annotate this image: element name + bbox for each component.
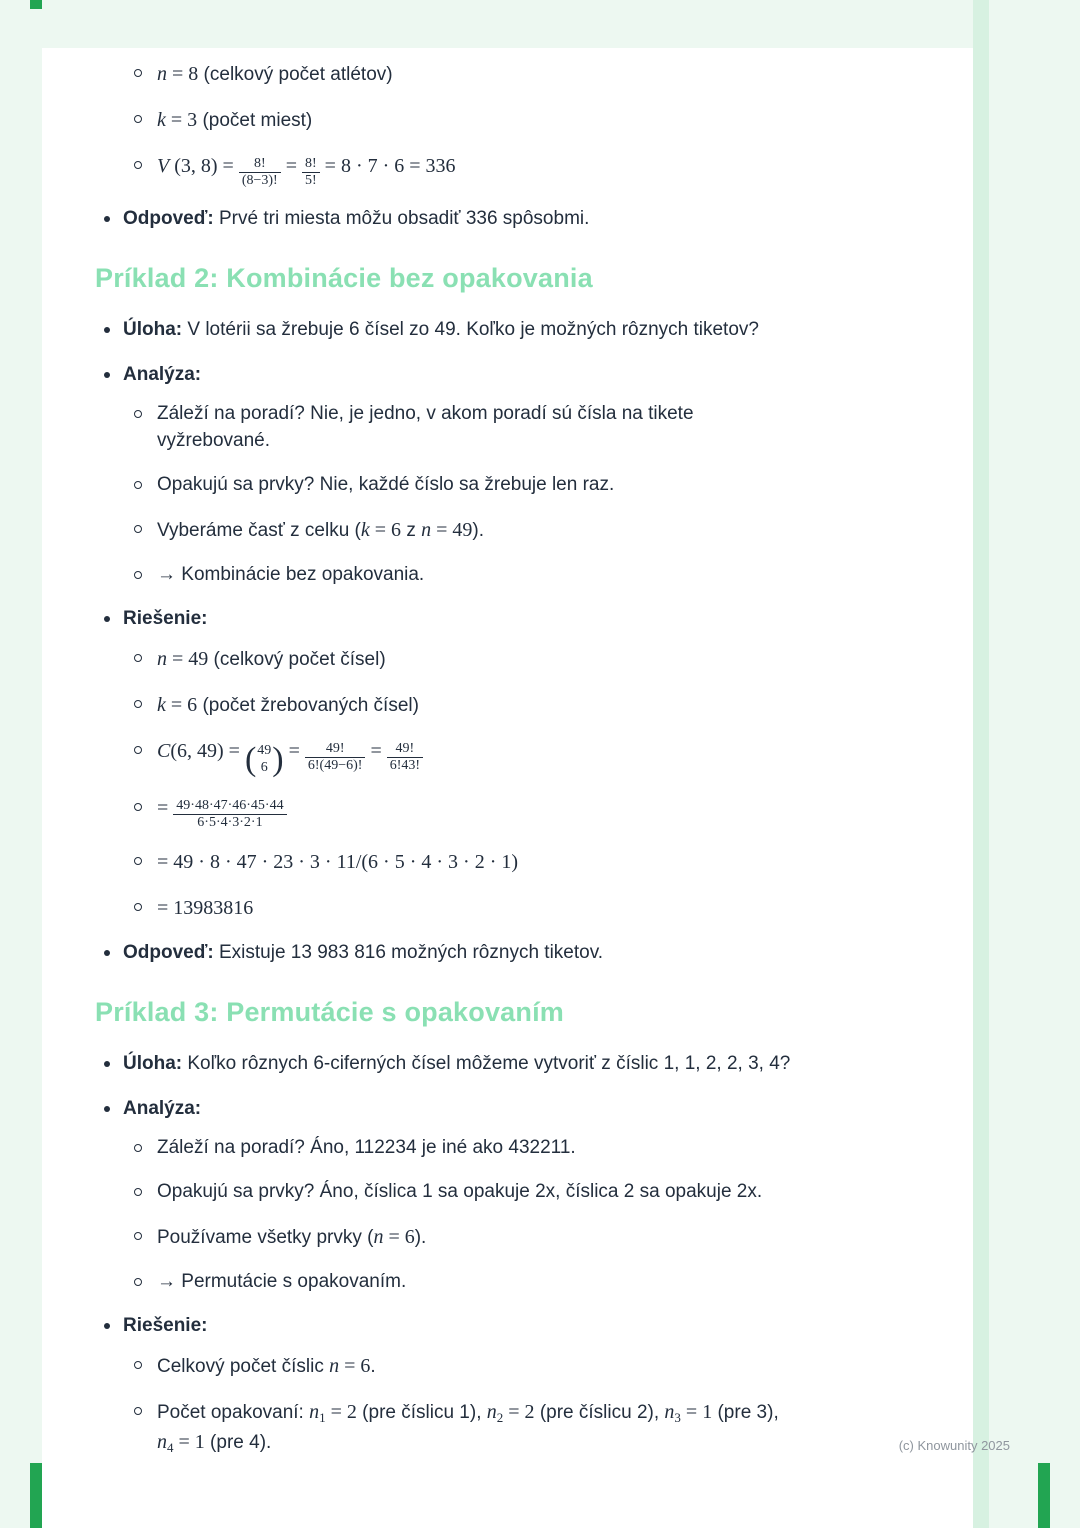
list-item-text bbox=[157, 649, 386, 670]
math-run: = 1 bbox=[680, 1401, 713, 1424]
math-subscript: 2 bbox=[496, 1410, 504, 1426]
math-fraction bbox=[239, 156, 281, 189]
text-run: Opakujú sa prvky? Nie, každé číslo sa žrebuje len raz. bbox=[157, 474, 615, 496]
math-run: = bbox=[283, 740, 305, 763]
math-variable: n bbox=[157, 1430, 167, 1453]
text-run: . bbox=[370, 1356, 376, 1378]
bullet-circle-icon bbox=[134, 700, 142, 708]
bullet-disc-icon bbox=[104, 1106, 110, 1112]
math-variable: k bbox=[157, 108, 166, 131]
page-edge-mark-bottom-right bbox=[1038, 1463, 1050, 1528]
list-item bbox=[95, 206, 953, 233]
text-run: Záleží na poradí? Nie, je jedno, v akom poradí sú čísla na tikete bbox=[157, 403, 694, 425]
bullet-circle-icon bbox=[134, 1232, 142, 1240]
math-run: = 49 bbox=[167, 648, 209, 671]
list-item-text bbox=[123, 319, 759, 340]
bullet-disc-icon bbox=[104, 372, 110, 378]
bullet-circle-icon bbox=[134, 69, 142, 77]
sub-list bbox=[95, 1352, 953, 1457]
fraction-numerator: 49·48·47·46·45·44 bbox=[173, 798, 286, 815]
math-run: = 3 bbox=[165, 108, 198, 131]
bold-label: Analýza: bbox=[123, 364, 202, 386]
math-run: = bbox=[365, 740, 387, 763]
text-run: ). bbox=[472, 520, 485, 542]
sub-list bbox=[95, 1135, 953, 1296]
math-fraction bbox=[305, 741, 366, 774]
right-paren-icon: ) bbox=[272, 741, 284, 779]
list-item-text bbox=[123, 364, 201, 385]
bullet-circle-icon bbox=[134, 410, 142, 418]
math-run: = bbox=[157, 796, 174, 819]
bullet-circle-icon bbox=[134, 481, 142, 489]
list-item-text bbox=[157, 1137, 576, 1158]
text-run: Záleží na poradí? Áno, 112234 je iné ako 432211. bbox=[157, 1137, 576, 1159]
bullet-circle-icon bbox=[134, 1361, 142, 1369]
list-item bbox=[95, 940, 953, 967]
document-page bbox=[42, 48, 973, 1528]
list-item-text bbox=[157, 564, 424, 585]
bullet-disc-icon bbox=[104, 616, 110, 622]
sub-list-item bbox=[95, 106, 953, 135]
list-item-text bbox=[157, 740, 423, 779]
text-run: Existuje 13 983 816 možných rôznych tiketov. bbox=[213, 942, 604, 963]
fraction-numerator: 49! bbox=[305, 741, 366, 758]
sub-list-item bbox=[95, 1269, 953, 1296]
math-variable: C bbox=[157, 740, 171, 763]
bullet-circle-icon bbox=[134, 803, 142, 811]
left-paren-icon: ( bbox=[244, 741, 257, 779]
math-variable: n bbox=[309, 1401, 320, 1424]
math-run: = 49 · 8 · 47 · 23 · 3 · 11/(6 · 5 · 4 · 3 · 2 · 1) bbox=[157, 851, 519, 874]
math-run: = 13983816 bbox=[157, 897, 254, 920]
sub-list bbox=[95, 645, 953, 923]
right-accent-stripe bbox=[973, 0, 989, 1528]
sub-list-item bbox=[95, 691, 953, 720]
math-variable: n bbox=[664, 1401, 675, 1424]
list-item bbox=[95, 606, 953, 633]
bullet-circle-icon bbox=[134, 857, 142, 865]
bold-label: Úloha: bbox=[123, 319, 183, 341]
bullet-disc-icon bbox=[104, 327, 110, 333]
binomial-top: 49 bbox=[257, 743, 272, 759]
sub-list-item bbox=[95, 794, 953, 831]
math-subscript: 4 bbox=[167, 1439, 174, 1455]
list-item-text bbox=[157, 852, 518, 873]
math-run: = 6 bbox=[369, 519, 402, 542]
sub-list-item bbox=[95, 1179, 953, 1206]
page-edge-mark-top-left bbox=[30, 0, 42, 9]
bullet-circle-icon bbox=[134, 1278, 142, 1286]
list-item bbox=[95, 1051, 953, 1078]
text-run: (celkový počet atlétov) bbox=[198, 64, 393, 85]
sub-list-item bbox=[95, 1398, 953, 1457]
fraction-denominator: 5! bbox=[305, 172, 317, 188]
bold-label: Analýza: bbox=[123, 1098, 202, 1120]
math-fraction bbox=[173, 798, 286, 831]
sub-list-item bbox=[95, 516, 953, 545]
text-run: (počet miest) bbox=[197, 109, 313, 131]
text-run: Celkový počet číslic bbox=[157, 1356, 330, 1378]
sub-list-item bbox=[95, 60, 953, 89]
bold-label: Riešenie: bbox=[123, 608, 208, 630]
math-variable: k bbox=[360, 519, 370, 542]
sub-list-item bbox=[95, 645, 953, 674]
sub-list-item bbox=[95, 894, 953, 923]
bullet-circle-icon bbox=[134, 525, 142, 533]
bullet-circle-icon bbox=[134, 746, 142, 754]
math-variable: k bbox=[157, 694, 166, 717]
sub-list-item bbox=[95, 562, 953, 589]
text-run: (pre 4). bbox=[204, 1431, 272, 1453]
math-run: = 8 · 7 · 6 = 336 bbox=[319, 154, 456, 177]
math-run: = bbox=[280, 154, 302, 177]
list-item bbox=[95, 1313, 953, 1340]
fraction-denominator: 6·5·4·3·2·1 bbox=[197, 814, 263, 830]
bold-label: Úloha: bbox=[123, 1053, 183, 1075]
sub-list-item bbox=[95, 472, 953, 499]
list-item-text bbox=[157, 154, 456, 188]
sub-list bbox=[95, 60, 953, 189]
binomial-stack bbox=[257, 743, 271, 777]
sub-list bbox=[95, 401, 953, 589]
sub-list-item bbox=[95, 1223, 953, 1252]
text-run: Počet opakovaní: bbox=[157, 1402, 310, 1424]
binomial-bottom: 6 bbox=[260, 760, 268, 776]
math-variable: n bbox=[157, 648, 167, 671]
bullet-circle-icon bbox=[134, 1188, 142, 1196]
bullet-circle-icon bbox=[134, 571, 142, 579]
text-run: (celkový počet čísel) bbox=[208, 649, 386, 671]
fraction-numerator: 49! bbox=[387, 741, 423, 758]
list-item-text bbox=[157, 1271, 406, 1292]
text-run: Vyberáme časť z celku ( bbox=[157, 520, 361, 542]
binomial-coefficient bbox=[245, 743, 284, 777]
math-run: = 6 bbox=[165, 694, 198, 717]
list-item-text bbox=[157, 1356, 376, 1377]
math-run: = 2 bbox=[503, 1401, 535, 1424]
list-item-text bbox=[157, 898, 253, 919]
math-subscript: 3 bbox=[674, 1410, 681, 1426]
list-item-text bbox=[157, 1181, 762, 1202]
bold-label: Odpoveď: bbox=[123, 942, 214, 963]
list-item-text bbox=[157, 64, 393, 85]
math-variable: n bbox=[157, 63, 167, 85]
bold-label: Odpoveď: bbox=[123, 208, 214, 230]
bullet-disc-icon bbox=[104, 216, 110, 222]
list-item-text bbox=[123, 608, 207, 629]
text-run: → Kombinácie bez opakovania. bbox=[157, 564, 425, 586]
text-run: vyžrebované. bbox=[157, 430, 271, 452]
bullet-circle-icon bbox=[134, 903, 142, 911]
text-run: (pre číslicu 1), bbox=[356, 1402, 487, 1424]
math-subscript: 1 bbox=[319, 1410, 326, 1426]
math-variable: n bbox=[421, 519, 432, 542]
sub-list-item bbox=[95, 737, 953, 777]
bold-label: Riešenie: bbox=[123, 1315, 208, 1337]
list-item-text bbox=[157, 1227, 426, 1248]
list-item-text bbox=[157, 110, 312, 131]
text-run: Koľko rôznych 6-ciferných čísel môžeme vytvoriť z číslic 1, 1, 2, 2, 3, 4? bbox=[182, 1053, 791, 1075]
text-run: → Permutácie s opakovaním. bbox=[157, 1271, 407, 1293]
list-item bbox=[95, 362, 953, 389]
fraction-denominator: 6!43! bbox=[389, 758, 421, 774]
list-item-text bbox=[157, 474, 614, 495]
text-run: (pre číslicu 2), bbox=[534, 1402, 665, 1424]
math-run: = 1 bbox=[173, 1430, 205, 1453]
math-variable: V bbox=[157, 154, 170, 177]
list-item-text bbox=[157, 1401, 779, 1455]
text-run: z bbox=[401, 520, 422, 542]
math-variable: n bbox=[486, 1401, 497, 1424]
list-item-text bbox=[123, 1315, 207, 1336]
list-item bbox=[95, 1096, 953, 1123]
sub-list-item bbox=[95, 1135, 953, 1162]
math-run: = 8 bbox=[167, 63, 199, 85]
bullet-circle-icon bbox=[134, 115, 142, 123]
list-item-text bbox=[123, 1098, 201, 1119]
math-variable: n bbox=[329, 1355, 340, 1378]
math-fraction bbox=[387, 741, 423, 774]
bullet-circle-icon bbox=[134, 1407, 142, 1415]
fraction-numerator: 8! bbox=[302, 156, 320, 173]
fraction-denominator: (8−3)! bbox=[241, 172, 278, 188]
text-run: (počet žrebovaných čísel) bbox=[197, 695, 419, 717]
section-heading: Príklad 3: Permutácie s opakovaním bbox=[95, 996, 564, 1027]
list-item-text bbox=[157, 695, 419, 716]
copyright-text: (c) Knowunity 2025 bbox=[898, 1438, 1010, 1453]
sub-list-item bbox=[95, 1352, 953, 1381]
document-content bbox=[42, 48, 973, 1457]
text-run: Prvé tri miesta môžu obsadiť 336 spôsobmi. bbox=[213, 208, 590, 230]
math-run: (6, 49) = bbox=[170, 740, 245, 763]
sub-list-item bbox=[95, 401, 953, 455]
text-run: ). bbox=[414, 1227, 427, 1249]
list-item bbox=[95, 317, 953, 344]
list-item-text bbox=[123, 942, 603, 963]
sub-list-item bbox=[95, 152, 953, 189]
math-run: = 6 bbox=[339, 1355, 371, 1378]
math-fraction bbox=[302, 156, 320, 189]
bullet-circle-icon bbox=[134, 1144, 142, 1152]
math-run: (3, 8) = bbox=[169, 154, 239, 177]
bullet-disc-icon bbox=[104, 950, 110, 956]
fraction-numerator: 8! bbox=[239, 156, 281, 173]
fraction-denominator: 6!(49−6)! bbox=[307, 758, 363, 774]
list-item-text bbox=[123, 1053, 790, 1074]
text-run: Opakujú sa prvky? Áno, číslica 1 sa opakuje 2x, číslica 2 sa opakuje 2x. bbox=[157, 1181, 763, 1203]
list-item-text bbox=[157, 403, 694, 451]
math-run: = 49 bbox=[431, 519, 473, 542]
bullet-disc-icon bbox=[104, 1061, 110, 1067]
text-run: Používame všetky prvky ( bbox=[157, 1227, 374, 1249]
list-item-text bbox=[157, 520, 484, 541]
bullet-disc-icon bbox=[104, 1323, 110, 1329]
math-run: = 6 bbox=[383, 1226, 415, 1249]
text-run: V lotérii sa žrebuje 6 čísel zo 49. Koľko je možných rôznych tiketov? bbox=[182, 319, 759, 341]
list-item-text bbox=[123, 208, 589, 229]
text-run: (pre 3), bbox=[712, 1402, 779, 1424]
math-variable: n bbox=[373, 1226, 384, 1249]
math-run: = 2 bbox=[325, 1401, 357, 1424]
sub-list-item bbox=[95, 848, 953, 877]
section-heading: Príklad 2: Kombinácie bez opakovania bbox=[95, 263, 593, 293]
bullet-circle-icon bbox=[134, 161, 142, 169]
page-edge-mark-bottom-left bbox=[30, 1463, 42, 1528]
bullet-circle-icon bbox=[134, 654, 142, 662]
